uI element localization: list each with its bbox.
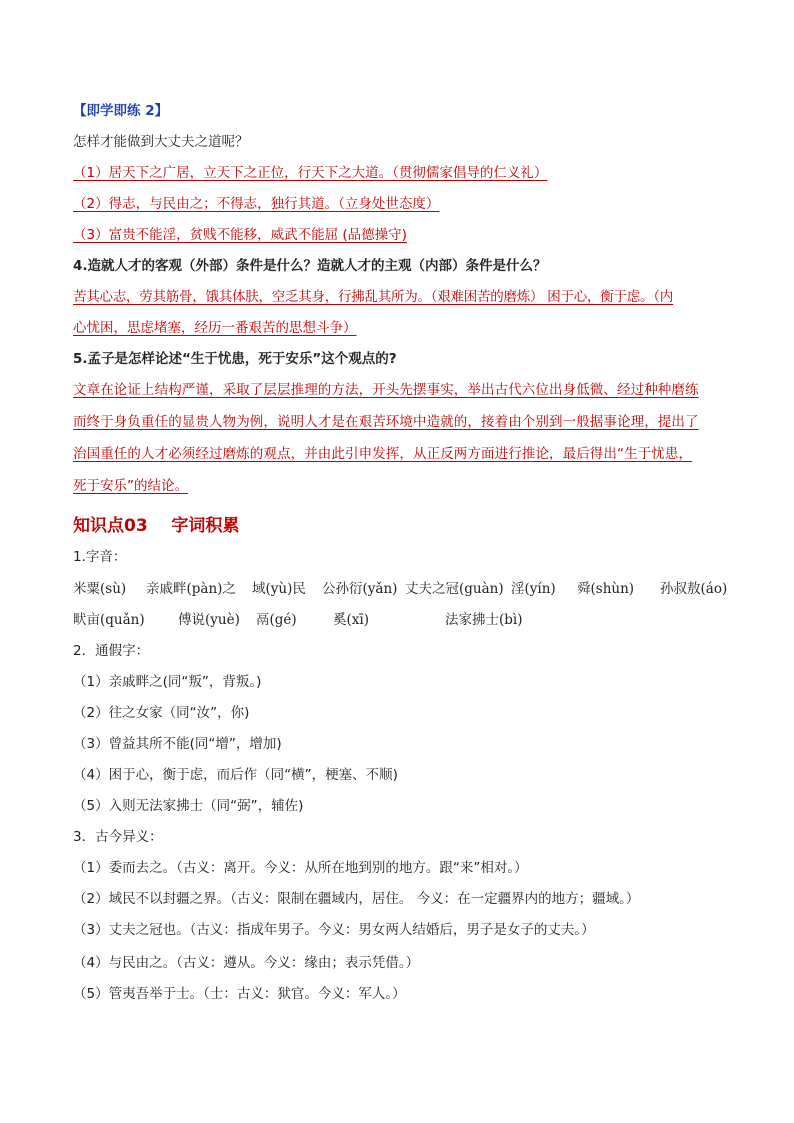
pronunciation-item: 域(yù)民 (252, 581, 306, 597)
q4-answer-line-2: 心忧困，思虑堵塞，经历一番艰苦的思想斗争） (73, 320, 357, 336)
pronunciation-item: 傅说(yuè) (178, 612, 240, 628)
tongjia-item-4: （4）困于心，衡于虑，而后作（同“横”，梗塞、不顺) (73, 767, 398, 783)
pronunciation-item: 米粟(sù) (73, 581, 127, 597)
pronunciation-item: 孙叔敖(áo) (660, 581, 728, 597)
pronunciation-item: 公孙衍(yǎn) (322, 581, 398, 597)
tongjia-item-1: （1）亲戚畔之(同“叛”，背叛。) (73, 674, 262, 690)
tongjia-item-3: （3）曾益其所不能(同“增”，增加) (73, 736, 282, 752)
pronunciation-title: 1.字音： (73, 549, 127, 565)
pronunciation-item: 畎亩(quǎn) (73, 612, 145, 628)
knowledge-heading: 知识点03 字词积累 (73, 516, 240, 536)
gujin-item-4: （4）与民由之。（古义：遵从。今义：缘由；表示凭借。） (73, 955, 420, 971)
practice-label: 【即学即练 2】 (73, 103, 169, 119)
pronunciation-item: 舜(shùn) (577, 581, 635, 597)
gujin-item-1: （1）委而去之。（古义：离开。今义：从所在地到别的地方。跟“来”相对。） (73, 860, 528, 876)
q4-question: 4.造就人才的客观（外部）条件是什么？造就人才的主观（内部）条件是什么？ (73, 258, 547, 274)
q4-answer-line-1: 苦其心志，劳其筋骨，饿其体肤，空乏其身，行拂乱其所为。（艰难困苦的磨炼） 困于心，衡于虑。（内 (73, 289, 674, 305)
pronunciation-item: 鬲(gé) (256, 612, 297, 628)
q5-answer-line-2: 而终于身负重任的显贵人物为例，说明人才是在艰苦环境中造就的，接着由个别到一般据事论理，提出了 (73, 414, 699, 430)
practice-answer-1: （1）居天下之广居，立天下之正位，行天下之大道。（贯彻儒家倡导的仁义礼） (73, 165, 548, 181)
practice-answer-2: （2）得志，与民由之；不得志，独行其道。（立身处世态度） (73, 196, 440, 212)
gujin-item-2: （2）域民不以封疆之界。（古义：限制在疆域内，居住。 今义：在一定疆界内的地方；疆域。） (73, 891, 640, 907)
gujin-title: 3．古今异义： (73, 829, 163, 845)
tongjia-item-5: （5）入则无法家拂士（同“弼”，辅佐) (73, 798, 304, 814)
practice-question: 怎样才能做到大丈夫之道呢？ (73, 134, 249, 150)
gujin-item-3: （3）丈夫之冠也。（古义：指成年男子。今义：男女两人结婚后，男子是女子的丈夫。） (73, 922, 595, 938)
gujin-item-5: （5）管夷吾举于士。（士：古义：狱官。今义：军人。） (73, 986, 406, 1002)
q5-answer-line-3: 治国重任的人才必须经过磨炼的观点，并由此引申发挥，从正反两方面进行推论，最后得出“生于忧患， (73, 446, 693, 462)
pronunciation-item: 亲戚畔(pàn)之 (146, 581, 236, 597)
pronunciation-item: 淫(yín) (511, 581, 556, 597)
q5-question: 5.孟子是怎样论述“生于忧患，死于安乐”这个观点的? (73, 351, 397, 367)
pronunciation-item: 奚(xī) (333, 612, 369, 628)
q5-answer-line-4: 死于安乐”的结论。 (73, 478, 188, 494)
tongjia-title: 2．通假字： (73, 643, 150, 659)
practice-answer-3: （3）富贵不能淫，贫贱不能移，威武不能屈 (品德操守) (73, 227, 407, 243)
q5-answer-line-1: 文章在论证上结构严谨，采取了层层推理的方法，开头先摆事实，举出古代六位出身低微、经过种种磨练 (73, 382, 699, 398)
pronunciation-item: 法家拂士(bì) (445, 612, 523, 628)
tongjia-item-2: （2）往之女家（同“汝”，你) (73, 705, 250, 721)
pronunciation-item: 丈夫之冠(guàn) (405, 581, 504, 597)
